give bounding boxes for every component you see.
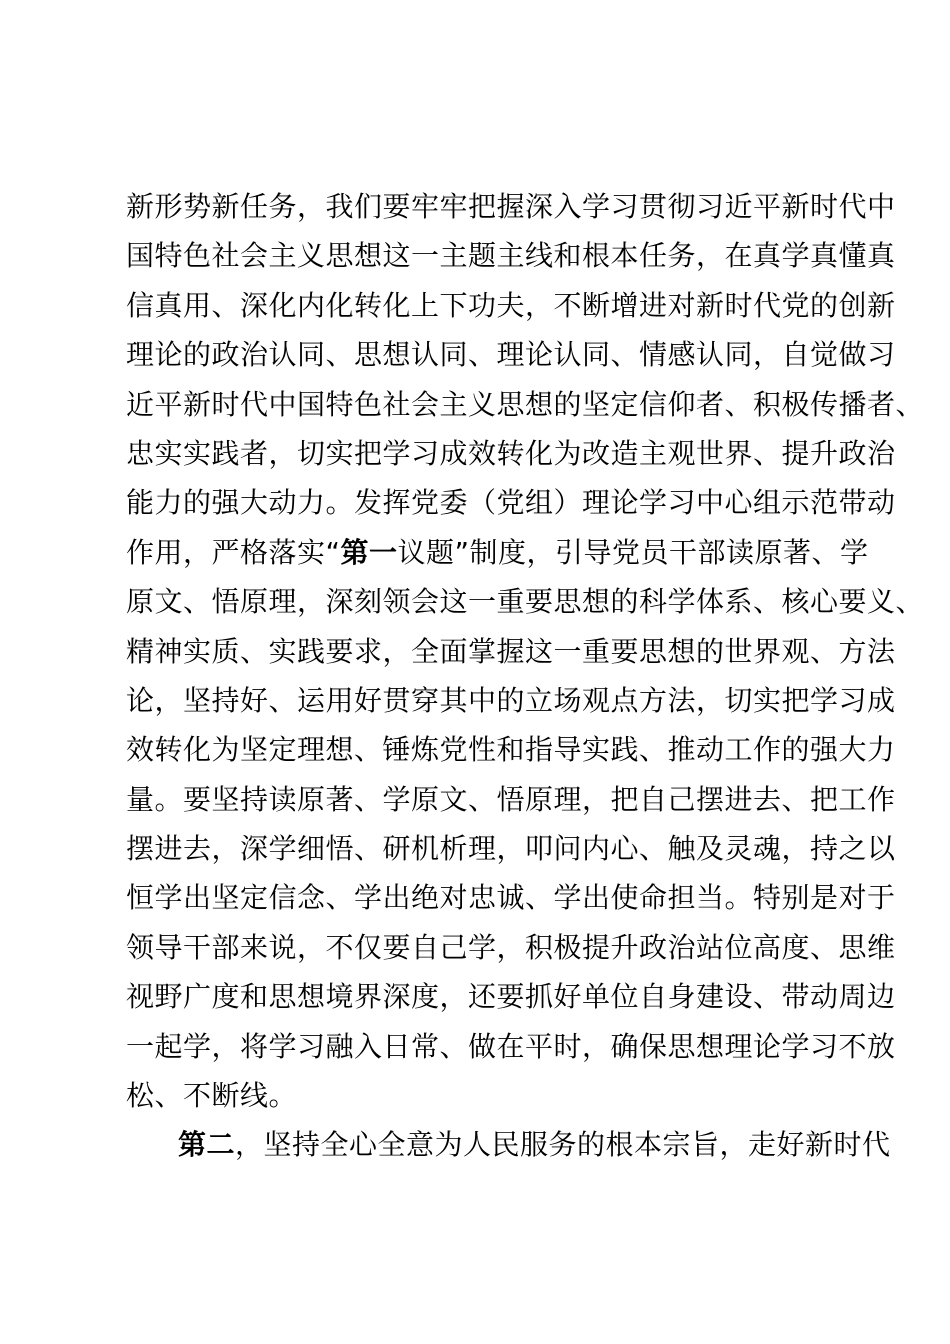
text-line: 量。要坚持读原著、学原文、悟原理，把自己摆进去、把工作 (126, 782, 896, 816)
text-line: 论，坚持好、运用好贯穿其中的立场观点方法，切实把学习成 (126, 683, 896, 717)
paragraph-start-line (126, 1120, 891, 1169)
text-line: 国特色社会主义思想这一主题主线和根本任务，在真学真懂真 (126, 239, 896, 273)
text-line (126, 528, 869, 577)
text-line: 忠实实践者，切实把学习成效转化为改造主观世界、提升政治 (126, 436, 896, 470)
text-line: 近平新时代中国特色社会主义思想的坚定信仰者、积极传播者、 (126, 387, 925, 421)
text-line: 松、不断线。 (126, 1079, 298, 1113)
text-line: 原文、悟原理，深刻领会这一重要思想的科学体系、核心要义、 (126, 585, 925, 619)
text-line: 恒学出坚定信念、学出绝对忠诚、学出使命担当。特别是对于 (126, 881, 896, 915)
text-segment: 作用，严格落实“ (126, 535, 341, 569)
text-line: 效转化为坚定理想、锤炼党性和指导实践、推动工作的强大力 (126, 733, 896, 767)
text-line: 精神实质、实践要求，全面掌握这一重要思想的世界观、方法 (126, 634, 896, 668)
text-line: 视野广度和思想境界深度，还要抓好单位自身建设、带动周边 (126, 980, 896, 1014)
text-line: 一起学，将学习融入日常、做在平时，确保思想理论学习不放 (126, 1029, 896, 1063)
text-line: 摆进去，深学细悟、研机析理，叩问内心、触及灵魂，持之以 (126, 832, 896, 866)
body-text (126, 182, 925, 1170)
text-segment: 议题”制度，引导党员干部读原著、学 (397, 535, 869, 569)
text-line: 新形势新任务，我们要牢牢把握深入学习贯彻习近平新时代中 (126, 190, 896, 223)
text-segment: ，坚持全心全意为人民服务的根本宗旨，走好新时代 (235, 1128, 891, 1162)
text-line: 理论的政治认同、思想认同、理论认同、情感认同，自觉做习 (126, 338, 896, 372)
text-line: 领导干部来说，不仅要自己学，积极提升政治站位高度、思维 (126, 930, 896, 964)
text-line: 信真用、深化内化转化上下功夫，不断增进对新时代党的创新 (126, 288, 896, 322)
text-line: 能力的强大动力。发挥党委（党组）理论学习中心组示范带动 (126, 486, 896, 520)
section-lead: 第二 (178, 1128, 236, 1162)
bold-emphasis: 第一 (340, 535, 398, 569)
